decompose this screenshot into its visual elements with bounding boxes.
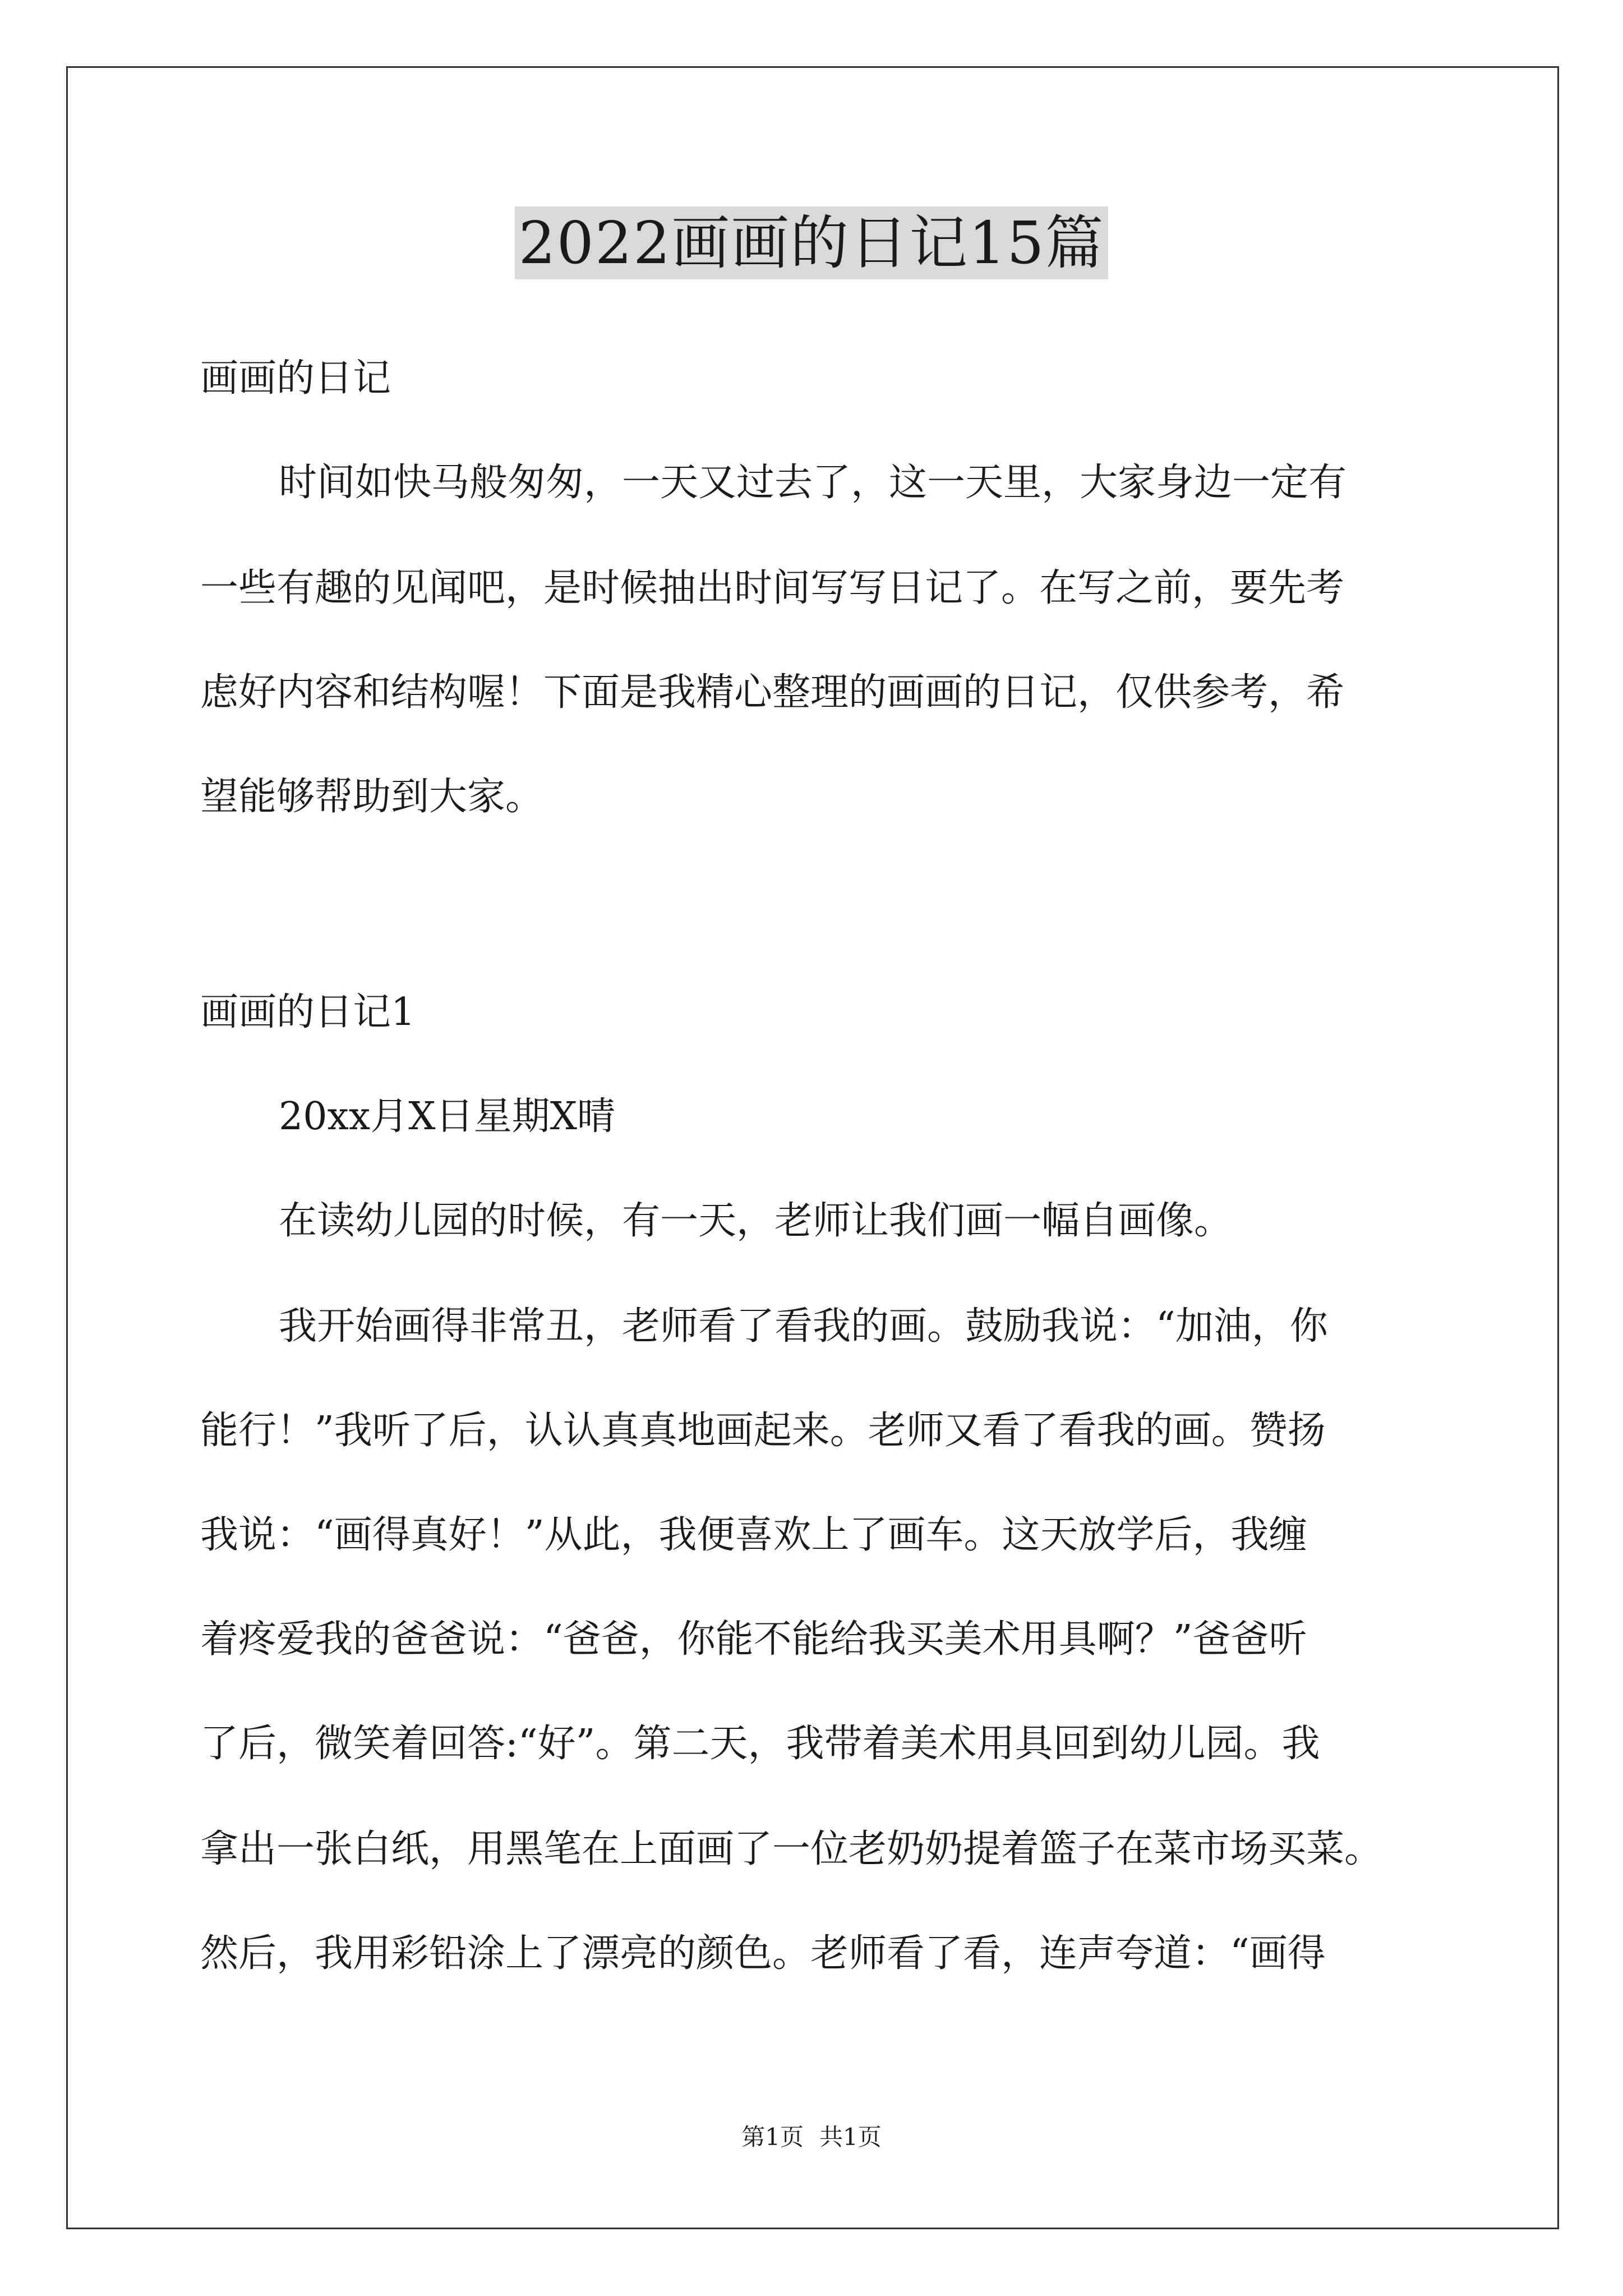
paragraph-2-line-2: 能行！”我听了后，认认真真地画起来。老师又看了看我的画。赞扬	[200, 1409, 1326, 1453]
page-total: 共1页	[819, 2123, 882, 2151]
page-footer	[0, 2120, 1623, 2154]
paragraph-2-line-1: 我开始画得非常丑，老师看了看我的画。鼓励我说：“加油，你	[279, 1304, 1328, 1349]
paragraph-2-line-4: 着疼爱我的爸爸说：“爸爸，你能不能给我买美术用具啊？”爸爸听	[200, 1617, 1307, 1662]
date-line: 20xx月X日星期X晴	[279, 1094, 616, 1139]
intro-line-4: 望能够帮助到大家。	[200, 775, 544, 819]
page-number: 第1页	[741, 2123, 804, 2151]
title-container	[0, 206, 1623, 279]
document-title: 2022画画的日记15篇	[515, 206, 1108, 279]
paragraph-2-line-5: 了后，微笑着回答:“好”。第二天，我带着美术用具回到幼儿园。我	[200, 1722, 1320, 1766]
intro-line-3: 虑好内容和结构喔！下面是我精心整理的画画的日记，仅供参考，希	[200, 670, 1345, 715]
section-heading: 画画的日记1	[200, 990, 416, 1034]
paragraph-2-line-7: 然后，我用彩铅涂上了漂亮的颜色。老师看了看，连声夸道：“画得	[200, 1931, 1326, 1976]
intro-line-2: 一些有趣的见闻吧，是时候抽出时间写写日记了。在写之前，要先考	[200, 566, 1345, 610]
intro-heading: 画画的日记	[200, 356, 391, 401]
intro-line-1: 时间如快马般匆匆，一天又过去了，这一天里，大家身边一定有	[279, 461, 1347, 505]
paragraph-2-line-6: 拿出一张白纸，用黑笔在上面画了一位老奶奶提着篮子在菜市场买菜。	[200, 1827, 1383, 1871]
paragraph-2-line-3: 我说：“画得真好！”从此，我便喜欢上了画车。这天放学后，我缠	[200, 1513, 1307, 1557]
paragraph-1: 在读幼儿园的时候，有一天，老师让我们画一幅自画像。	[279, 1199, 1233, 1243]
